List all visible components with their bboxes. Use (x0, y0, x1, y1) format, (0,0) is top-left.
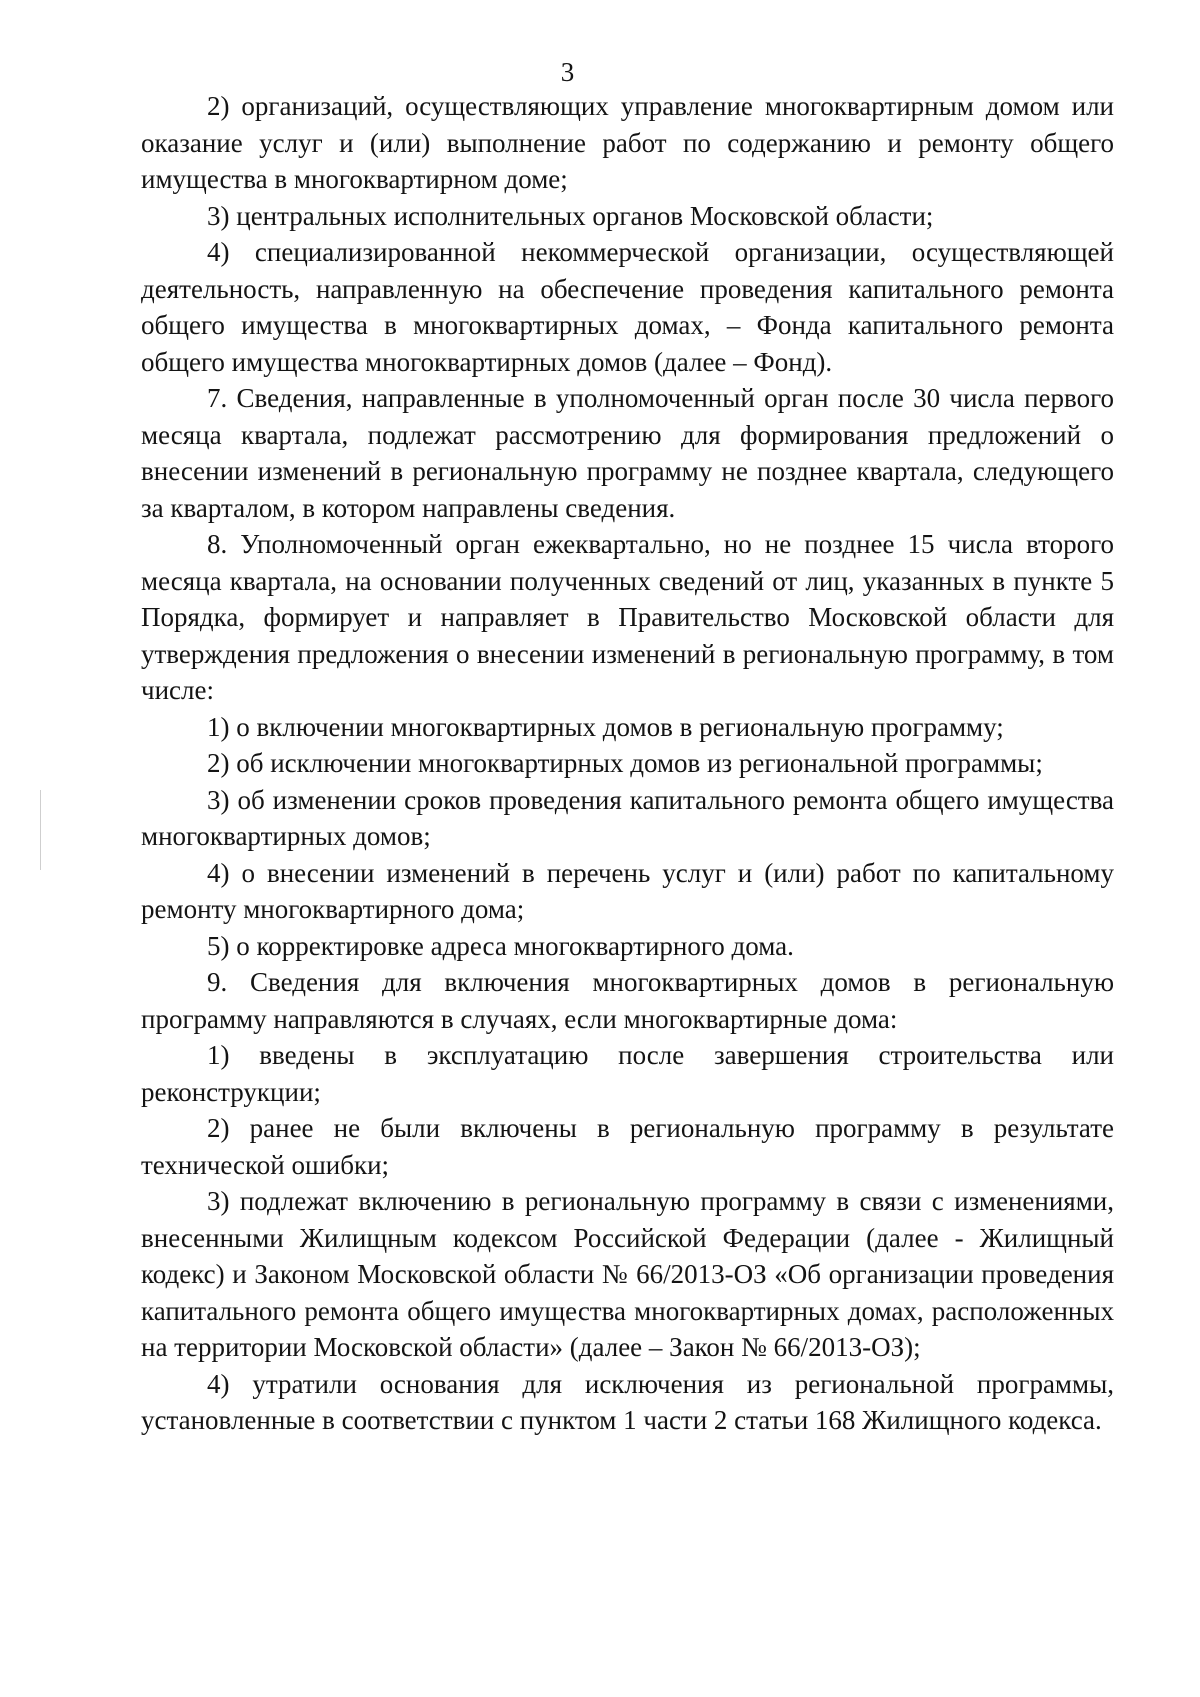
paragraph-clause-8-item-3: 3) об изменении сроков проведения капитального ремонта общего имущества многоквартирных домов; (141, 784, 1114, 851)
paragraph-clause-9-item-3: 3) подлежат включению в региональную программу в связи с изменениями, внесенными Жилищным кодексом Российской Федерации (далее - Жилищный кодекс) и Законом Московской области № 66/2013-ОЗ «Об организации проведения капитального ремонта общего имущества многоквартирных домах, расположенных на территории Московской области» (далее – Закон № 66/2013-ОЗ); (141, 1186, 1114, 1362)
paragraph-clause-9-item-1: 1) введены в эксплуатацию после завершения строительства или реконструкции; (141, 1040, 1114, 1107)
paragraph-clause-8-item-2: 2) об исключении многоквартирных домов из региональной программы; (207, 748, 1043, 778)
scan-edge-mark (40, 790, 41, 870)
paragraph-clause-7: 7. Сведения, направленные в уполномоченный орган после 30 числа первого месяца квартала, подлежат рассмотрению для формирования предложений о внесении изменений в региональную программу не позднее квартала, следующего за кварталом, в котором направлены сведения. (141, 383, 1114, 523)
paragraph-clause-8: 8. Уполномоченный орган ежеквартально, но не позднее 15 числа второго месяца квартала, на основании полученных сведений от лиц, указанных в пункте 5 Порядка, формирует и направляет в Правительство Московской области для утверждения предложения о внесении изменений в региональную программу, в том числе: (141, 529, 1114, 705)
paragraph-item-3-central-bodies: 3) центральных исполнительных органов Московской области; (207, 200, 934, 231)
document-body (141, 88, 1114, 1439)
paragraph-clause-8-item-4: 4) о внесении изменений в перечень услуг и (или) работ по капитальному ремонту многоквартирного дома; (141, 857, 1114, 924)
paragraph-item-4-fund: 4) специализированной некоммерческой организации, осуществляющей деятельность, направленную на обеспечение проведения капитального ремонта общего имущества в многоквартирных домах, – Фонда капитального ремонта общего имущества многоквартирных домов (далее – Фонд). (141, 237, 1114, 377)
paragraph-clause-8-item-1: 1) о включении многоквартирных домов в региональную программу; (207, 711, 1004, 742)
page-number: 3 (560, 57, 575, 87)
paragraph-clause-9: 9. Сведения для включения многоквартирных домов в региональную программу направляются в случаях, если многоквартирные дома: (141, 967, 1114, 1034)
paragraph-clause-8-item-5: 5) о корректировке адреса многоквартирного дома. (207, 930, 794, 961)
paragraph-clause-9-item-2: 2) ранее не были включены в региональную программу в результате технической ошибки; (141, 1113, 1114, 1180)
paragraph-clause-9-item-4: 4) утратили основания для исключения из региональной программы, установленные в соответствии с пунктом 1 части 2 статьи 168 Жилищного кодекса. (141, 1368, 1114, 1435)
paragraph-item-2-organizations: 2) организаций, осуществляющих управление многоквартирным домом или оказание услуг и (или) выполнение работ по содержанию и ремонту общего имущества в многоквартирном доме; (141, 91, 1114, 194)
